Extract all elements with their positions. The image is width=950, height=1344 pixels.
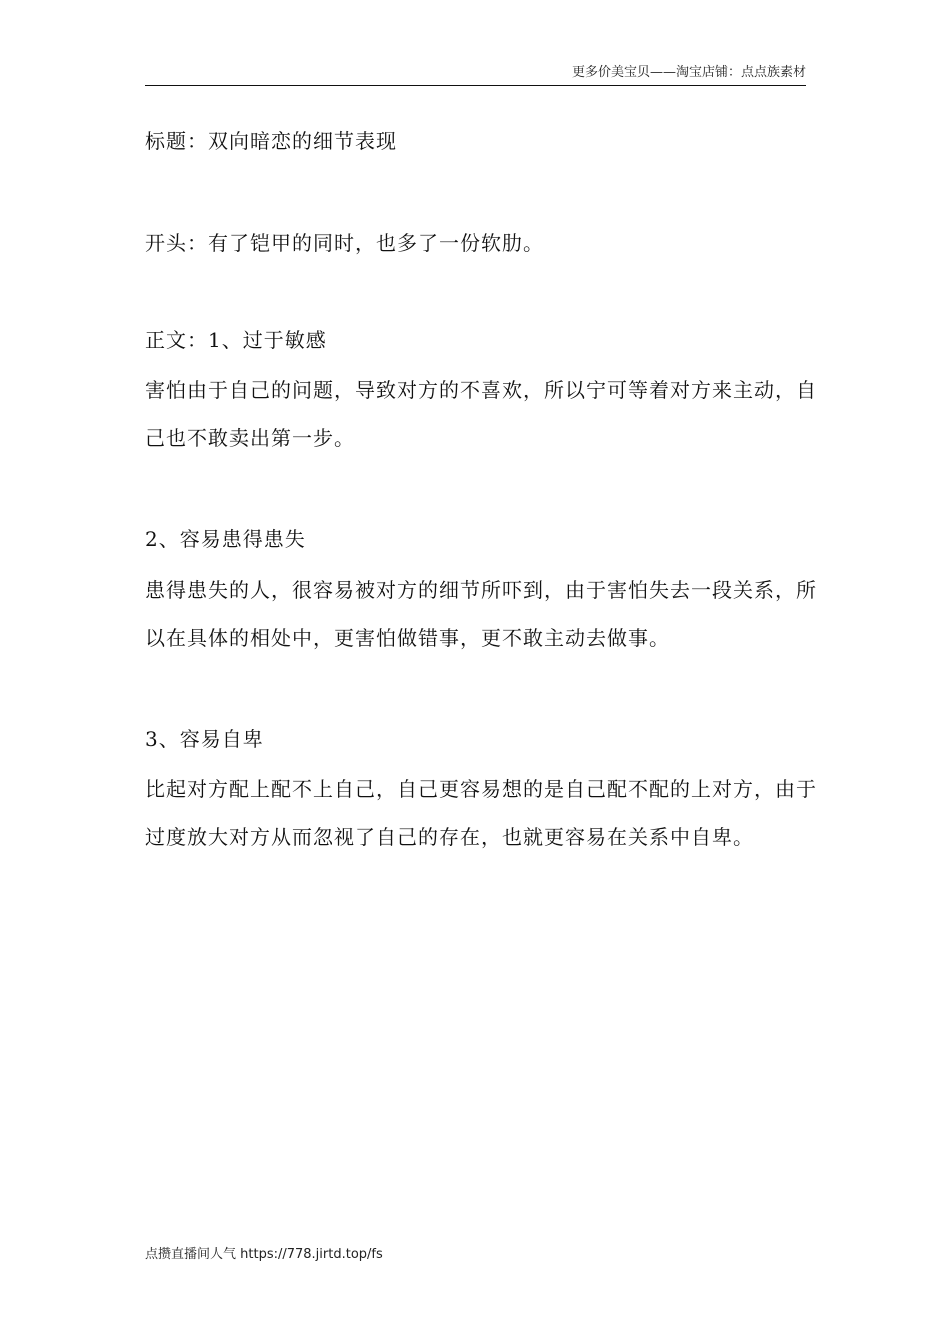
section-1-text: 害怕由于自己的问题，导致对方的不喜欢，所以宁可等着对方来主动，自己也不敢卖出第一步。 (145, 378, 817, 450)
section-1-heading: 正文：1、过于敏感 (145, 328, 327, 352)
section-2-text: 患得患失的人，很容易被对方的细节所吓到，由于害怕失去一段关系，所以在具体的相处中，更害怕做错事，更不敢主动去做事。 (145, 578, 817, 650)
opening-paragraph: 开头：有了铠甲的同时，也多了一份软肋。 (145, 231, 544, 255)
page-header: 更多价美宝贝——淘宝店铺：点点族素材 (571, 65, 806, 80)
document-title: 标题：双向暗恋的细节表现 (145, 129, 397, 153)
section-2-heading: 2、容易患得患失 (145, 527, 306, 551)
section-3-text: 比起对方配上配不上自己，自己更容易想的是自己配不配的上对方，由于过度放大对方从而忽视了自己的存在，也就更容易在关系中自卑。 (145, 777, 817, 849)
section-3-heading: 3、容易自卑 (145, 727, 264, 751)
header-divider (145, 85, 806, 86)
page-footer: 点攒直播间人气 https://778.jirtd.top/fs (145, 1247, 383, 1262)
